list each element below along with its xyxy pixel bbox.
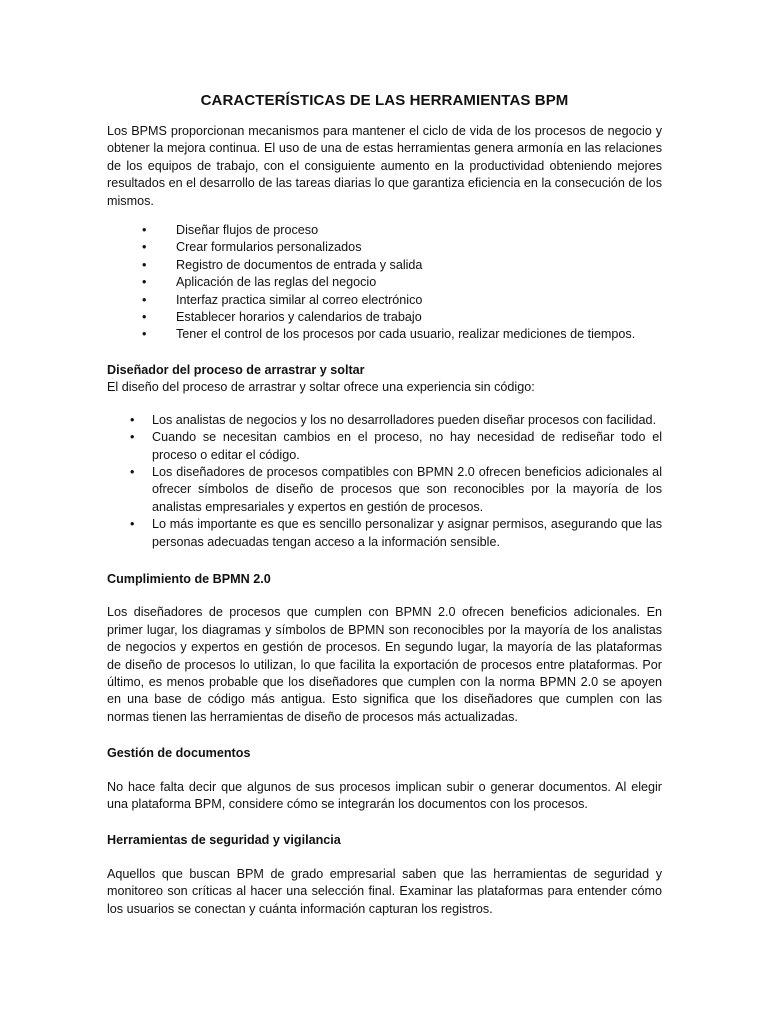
section-heading: Cumplimiento de BPMN 2.0	[107, 571, 271, 586]
list-item: • Registro de documentos de entrada y salida	[142, 257, 662, 274]
list-item: • Lo más importante es que es sencillo personalizar y asignar permisos, asegurando que las personas adecuadas tengan acceso a la información sensible.	[130, 516, 662, 551]
section-heading: Diseñador del proceso de arrastrar y soltar	[107, 362, 365, 377]
list-item: • Crear formularios personalizados	[142, 239, 662, 256]
section-heading: Gestión de documentos	[107, 746, 251, 761]
documents-section	[107, 745, 662, 813]
list-item: • Cuando se necesitan cambios en el proceso, no hay necesidad de rediseñar todo el proceso o editar el código.	[130, 429, 662, 464]
section-body: Los diseñadores de procesos que cumplen con BPMN 2.0 ofrecen beneficios adicionales. En primer lugar, los diagramas y símbolos de BPMN son reconocibles por la mayoría de los analistas de negocios y expertos en gestión de procesos. En segundo lugar, la mayoría de las plataformas de diseño de procesos lo utilizan, lo que facilita la exportación de procesos entre plataformas. Por último, es menos probable que los diseñadores que cumplen con la norma BPMN 2.0 se apoyen en una base de código más antigua. Esto significa que los diseñadores que cumplen con las normas tienen las herramientas de diseño de procesos más actualizadas.	[107, 605, 662, 724]
bpmn-section	[107, 571, 662, 726]
security-section	[107, 832, 662, 918]
section-body: No hace falta decir que algunos de sus procesos implican subir o generar documentos. Al elegir una plataforma BPM, considere cómo se integrarán los documentos con los procesos.	[107, 779, 662, 811]
drag-drop-list	[107, 412, 662, 551]
list-item: • Diseñar flujos de proceso	[142, 222, 662, 239]
list-item: • Aplicación de las reglas del negocio	[142, 274, 662, 291]
list-item: • Los diseñadores de procesos compatibles con BPMN 2.0 ofrecen beneficios adicionales al ofrecer símbolos de diseño de procesos que son reconocibles por la mayoría de los analistas empresariales y expertos en gestión de procesos.	[130, 464, 662, 516]
section-lead: El diseño del proceso de arrastrar y soltar ofrece una experiencia sin código:	[107, 380, 535, 395]
list-item: • Establecer horarios y calendarios de trabajo	[142, 309, 662, 326]
section-body: Aquellos que buscan BPM de grado empresarial saben que las herramientas de seguridad y monitoreo son críticas al hacer una selección final. Examinar las plataformas para entender cómo los usuarios se conectan y cuánta información capturan los registros.	[107, 866, 662, 916]
drag-drop-section	[107, 362, 662, 551]
list-item: • Interfaz practica similar al correo electrónico	[142, 292, 662, 309]
document-title: CARACTERÍSTICAS DE LAS HERRAMIENTAS BPM	[200, 92, 569, 109]
intro-paragraph: Los BPMS proporcionan mecanismos para mantener el ciclo de vida de los procesos de negocio y obtener la mejora continua. El uso de una de estas herramientas genera armonía en las relaciones de los equipos de trabajo, con el consiguiente aumento en la productividad obteniendo mejores resultados en el desarrollo de las tareas diarias lo que garantiza eficiencia en la consecución de los mismos.	[107, 124, 662, 208]
section-heading: Herramientas de seguridad y vigilancia	[107, 833, 341, 848]
features-list	[107, 222, 662, 344]
list-item: • Tener el control de los procesos por cada usuario, realizar mediciones de tiempos.	[142, 326, 662, 343]
list-item: • Los analistas de negocios y los no desarrolladores pueden diseñar procesos con facilidad.	[130, 412, 662, 429]
